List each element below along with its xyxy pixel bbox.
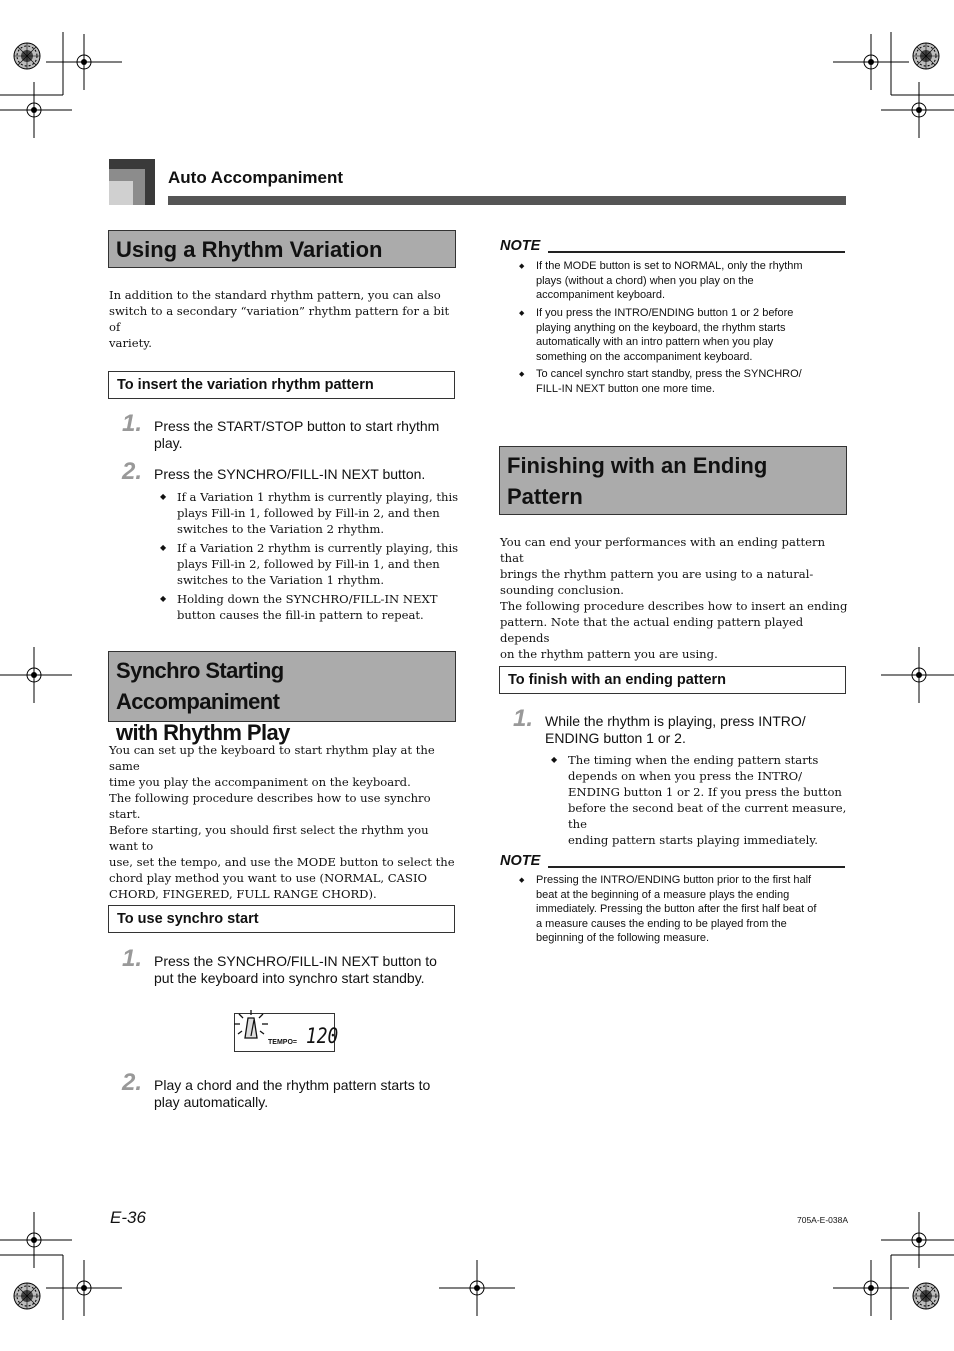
- subheading-finish-ending: To finish with an ending pattern: [499, 666, 846, 694]
- note-rule: [548, 251, 845, 253]
- synchro-start-procedure: The following procedure describes how to use synchro start. Before starting, you should first select the rhythm you want to use, set the tempo, and use the MODE button to select the chord play method you want to use (NORMAL, CASIO CHORD, FINGERED, FULL RANGE CHORD).: [109, 791, 455, 901]
- step-number: 1.: [122, 945, 143, 972]
- note-rule: [548, 866, 845, 868]
- bullet-item: If a Variation 1 rhythm is currently playing, this plays Fill-in 1, followed by Fill-in 2, and then switches to the Variation 2 rhythm.: [177, 490, 459, 536]
- bullet-item: The timing when the ending pattern starts depends on when you press the INTRO/ ENDING button 1 or 2. If you press the button before the second beat of the current measure, the ending pattern starts playing immediately.: [568, 753, 847, 847]
- section-title-synchro-start: Synchro Starting Accompaniment with Rhythm Play: [108, 651, 456, 722]
- step-number: 1.: [122, 410, 143, 437]
- bullet-icon: ◆: [160, 492, 167, 501]
- step-text: Press the SYNCHRO/FILL-IN NEXT button.: [154, 466, 426, 482]
- note-title: NOTE: [500, 238, 541, 254]
- subheading-use-synchro-start: To use synchro start: [108, 905, 455, 933]
- bullet-icon: ◆: [551, 755, 558, 764]
- synchro-start-intro: You can set up the keyboard to start rhythm play at the same time you play the accompaniment on the keyboard.: [109, 743, 435, 789]
- section-title-ending-pattern: Finishing with an Ending Pattern: [499, 446, 847, 515]
- rhythm-variation-intro: In addition to the standard rhythm pattern, you can also switch to a secondary “variation” rhythm pattern for a bit of variety.: [109, 288, 450, 350]
- subheading-insert-variation: To insert the variation rhythm pattern: [108, 371, 455, 399]
- bullet-icon: ◆: [519, 370, 525, 378]
- bullet-icon: ◆: [160, 594, 167, 603]
- bullet-icon: ◆: [519, 309, 525, 317]
- step-text: Press the START/STOP button to start rhythm play.: [154, 418, 440, 451]
- step-text: While the rhythm is playing, press INTRO/ ENDING button 1 or 2.: [545, 713, 806, 746]
- bullet-item: If a Variation 2 rhythm is currently playing, this plays Fill-in 2, followed by Fill-in 1, and then switches to the Variation 1 rhythm.: [177, 541, 459, 587]
- tempo-label: TEMPO=: [268, 1039, 297, 1046]
- step-number: 2.: [122, 1069, 143, 1096]
- note-item: Pressing the INTRO/ENDING button prior to the first half beat at the beginning of a measure plays the ending immediately. Pressing the button after the first half beat of a measure causes the ending to be played from the beginning of the following measure.: [536, 874, 817, 945]
- ending-pattern-intro: You can end your performances with an ending pattern that brings the rhythm pattern you are using to a natural- sounding conclusion. The following procedure describes how to insert an ending pattern. Note that the actual ending pattern played depends on the rhythm pattern you are using.: [500, 535, 848, 661]
- step-text: Press the SYNCHRO/FILL-IN NEXT button to put the keyboard into synchro start standby.: [154, 953, 437, 986]
- step-text: Play a chord and the rhythm pattern starts to play automatically.: [154, 1077, 431, 1110]
- tempo-value: 120: [306, 1024, 339, 1048]
- note-item: To cancel synchro start standby, press the SYNCHRO/ FILL-IN NEXT button one more time.: [536, 368, 802, 395]
- step-number: 1.: [513, 705, 534, 732]
- page-number: E-36: [110, 1208, 146, 1227]
- chapter-title: Auto Accompaniment: [168, 168, 344, 187]
- document-code: 705A-E-038A: [797, 1215, 849, 1225]
- chapter-tab-graphic: [109, 159, 155, 205]
- step-number: 2.: [122, 458, 143, 485]
- section-title-rhythm-variation: Using a Rhythm Variation: [108, 230, 456, 268]
- bullet-icon: ◆: [160, 543, 167, 552]
- header-rule: [168, 196, 846, 205]
- metronome-flash-icon: [229, 1008, 273, 1044]
- note-item: If you press the INTRO/ENDING button 1 or 2 before playing anything on the keyboard, the rhythm starts automatically with an intro pattern when you play something on the accompaniment keyboard.: [536, 307, 794, 363]
- lcd-display: [234, 1013, 339, 1052]
- note-title: NOTE: [500, 853, 541, 869]
- note-item: If the MODE button is set to NORMAL, only the rhythm plays (without a chord) when you play on the accompaniment keyboard.: [536, 260, 803, 302]
- bullet-icon: ◆: [519, 262, 525, 270]
- bullet-icon: ◆: [519, 876, 525, 884]
- bullet-item: Holding down the SYNCHRO/FILL-IN NEXT button causes the fill-in pattern to repeat.: [177, 592, 438, 622]
